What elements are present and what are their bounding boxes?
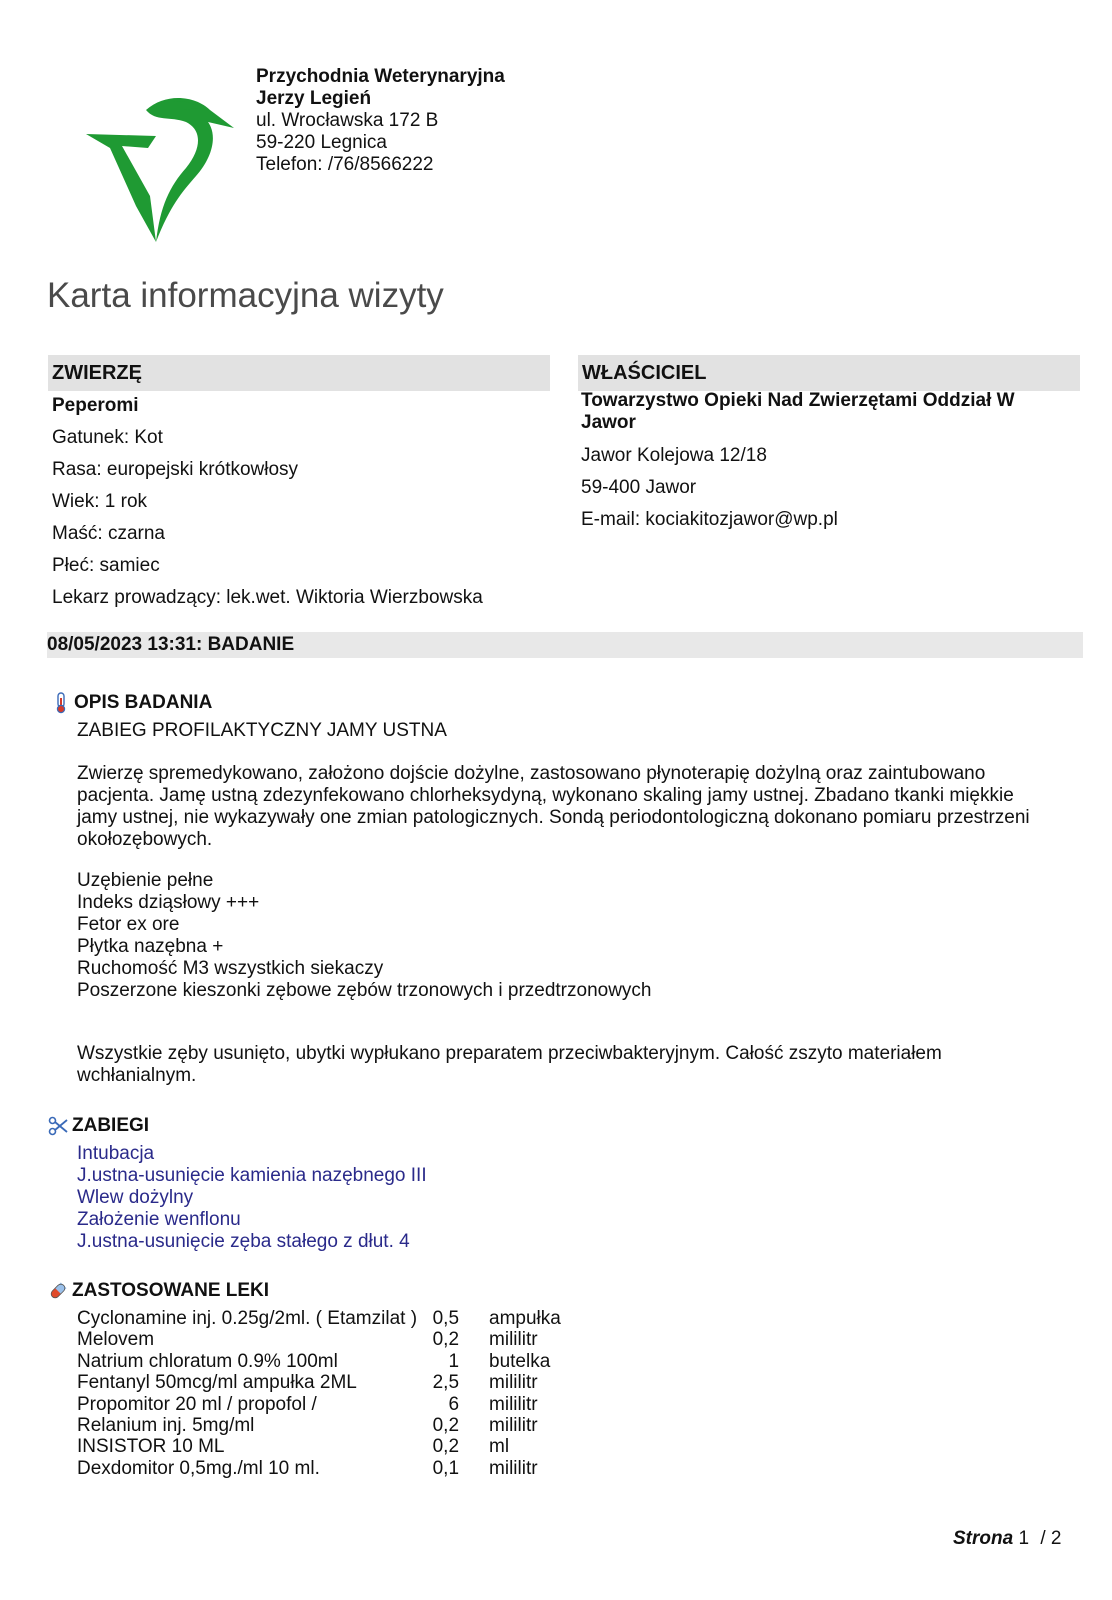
drug-qty: 0,2 xyxy=(432,1436,460,1458)
drug-name: Propomitor 20 ml / propofol / xyxy=(77,1393,317,1415)
animal-breed: Rasa: europejski krótkowłosy xyxy=(52,459,299,480)
drug-unit: butelka xyxy=(489,1350,551,1372)
drug-row xyxy=(77,1329,561,1350)
finding-item: Poszerzone kieszonki zębowe zębów trzonowych i przedtrzonowych xyxy=(77,980,652,1001)
clinic-phone: Telefon: /76/8566222 xyxy=(256,154,434,175)
clinic-owner: Jerzy Legień xyxy=(256,88,372,109)
drugs-title-label: ZASTOSOWANE LEKI xyxy=(72,1280,270,1301)
clinic-name: Przychodnia Weterynaryjna xyxy=(256,66,505,87)
description-paragraph-1 xyxy=(77,763,1067,851)
drug-qty: 0,2 xyxy=(432,1329,460,1351)
clinic-logo xyxy=(86,96,238,242)
page-number: 1 xyxy=(1018,1528,1030,1549)
finding-item: Ruchomość M3 wszystkich siekaczy xyxy=(77,958,384,979)
paragraph-line: wchłanialnym. xyxy=(77,1065,197,1086)
drug-name: INSISTOR 10 ML xyxy=(77,1436,225,1458)
procedure-item: Wlew dożylny xyxy=(77,1187,194,1208)
drug-unit: mililitr xyxy=(489,1457,538,1479)
paragraph-line: jamy ustnej, nie wykazywały one zmian patologicznych. Sondą periodontologiczną dokonano pomiaru przestrzeni xyxy=(77,807,1030,828)
drug-unit: mililitr xyxy=(489,1393,538,1415)
animal-age: Wiek: 1 rok xyxy=(52,491,148,512)
drug-name: Dexdomitor 0,5mg./ml 10 ml. xyxy=(77,1457,320,1479)
description-paragraph-2 xyxy=(77,1043,1067,1087)
owner-name: Towarzystwo Opieki Nad Zwierzętami Oddział W Jawor xyxy=(581,390,1015,433)
drug-qty: 0,2 xyxy=(432,1414,460,1436)
paragraph-line: Wszystkie zęby usunięto, ubytki wypłukano preparatem przeciwbakteryjnym. Całość zszyto materiałem xyxy=(77,1043,942,1064)
procedure-item: J.ustna-usunięcie zęba stałego z dłut. 4 xyxy=(77,1231,410,1252)
finding-item: Płytka nazębna + xyxy=(77,936,224,957)
drug-row xyxy=(77,1351,561,1372)
description-title-label: OPIS BADANIA xyxy=(74,692,213,713)
paragraph-line: pacjenta. Jamę ustną zdezynfekowano chlorheksydyną, wykonano skaling jamy ustnej. Zbadano tkanki miękkie xyxy=(77,785,1014,806)
page-total: / 2 xyxy=(1040,1528,1062,1549)
finding-item: Indeks dziąsłowy +++ xyxy=(77,892,260,913)
procedures-list xyxy=(77,1143,427,1253)
clinic-street: ul. Wrocławska 172 B xyxy=(256,110,439,131)
animal-species: Gatunek: Kot xyxy=(52,427,163,448)
drug-name: Cyclonamine inj. 0.25g/2ml. ( Etamzilat ) xyxy=(77,1308,418,1329)
clinic-info xyxy=(256,66,505,176)
description-title xyxy=(52,692,212,714)
finding-item: Uzębienie pełne xyxy=(77,870,214,891)
drug-unit: mililitr xyxy=(489,1329,538,1351)
drug-unit: ampułka xyxy=(489,1308,561,1329)
drug-qty: 1 xyxy=(448,1350,460,1372)
finding-item: Fetor ex ore xyxy=(77,914,180,935)
description-main: ZABIEG PROFILAKTYCZNY JAMY USTNA xyxy=(77,720,447,741)
findings-list xyxy=(77,870,1067,1002)
drug-qty: 0,1 xyxy=(432,1457,460,1479)
owner-city: 59-400 Jawor xyxy=(581,477,697,498)
drug-row xyxy=(77,1308,561,1329)
drug-row xyxy=(77,1436,561,1457)
drug-name: Natrium chloratum 0.9% 100ml xyxy=(77,1350,338,1372)
drug-row xyxy=(77,1372,561,1393)
drug-name: Fentanyl 50mcg/ml ampułka 2ML xyxy=(77,1372,357,1394)
visit-header: 08/05/2023 13:31: BADANIE xyxy=(47,632,1083,658)
drug-row xyxy=(77,1394,561,1415)
drug-unit: mililitr xyxy=(489,1372,538,1394)
owner-address: Jawor Kolejowa 12/18 xyxy=(581,445,767,466)
drug-row xyxy=(77,1415,561,1436)
drug-unit: ml xyxy=(489,1436,510,1458)
page-counter xyxy=(953,1528,1061,1550)
animal-section-header: ZWIERZĘ xyxy=(48,355,550,391)
paragraph-line: okołozębowych. xyxy=(77,829,213,850)
clinic-city: 59-220 Legnica xyxy=(256,132,387,153)
animal-name: Peperomi xyxy=(52,395,139,416)
pill-icon xyxy=(48,1281,68,1301)
drug-name: Relanium inj. 5mg/ml xyxy=(77,1414,255,1436)
animal-sex: Płeć: samiec xyxy=(52,555,160,576)
drugs-table xyxy=(77,1308,561,1479)
procedure-item: Założenie wenflonu xyxy=(77,1209,241,1230)
animal-details xyxy=(52,390,552,614)
drug-qty: 6 xyxy=(448,1393,460,1415)
animal-color: Maść: czarna xyxy=(52,523,165,544)
drug-row xyxy=(77,1458,561,1479)
paragraph-line: Zwierzę spremedykowano, założono dojście dożylne, zastosowano płynoterapię dożylną oraz zaintubowano xyxy=(77,763,986,784)
procedures-title xyxy=(48,1115,149,1137)
page-label: Strona xyxy=(953,1528,1014,1549)
owner-details xyxy=(581,390,1061,536)
drug-unit: mililitr xyxy=(489,1414,538,1436)
thermometer-icon xyxy=(52,692,70,714)
scissors-icon xyxy=(48,1116,68,1136)
procedure-item: J.ustna-usunięcie kamienia nazębnego III xyxy=(77,1165,427,1186)
drug-name: Melovem xyxy=(77,1329,155,1351)
page-title: Karta informacyjna wizyty xyxy=(47,276,444,315)
owner-email: E-mail: kociakitozjawor@wp.pl xyxy=(581,509,838,530)
bird-logo-icon xyxy=(86,96,238,242)
drug-qty: 0,5 xyxy=(432,1308,460,1329)
procedure-item: Intubacja xyxy=(77,1143,155,1164)
drug-qty: 2,5 xyxy=(432,1372,460,1394)
owner-section-header: WŁAŚCICIEL xyxy=(578,355,1080,391)
drugs-title xyxy=(48,1280,269,1302)
animal-doctor: Lekarz prowadzący: lek.wet. Wiktoria Wierzbowska xyxy=(52,587,483,608)
procedures-title-label: ZABIEGI xyxy=(72,1115,150,1136)
